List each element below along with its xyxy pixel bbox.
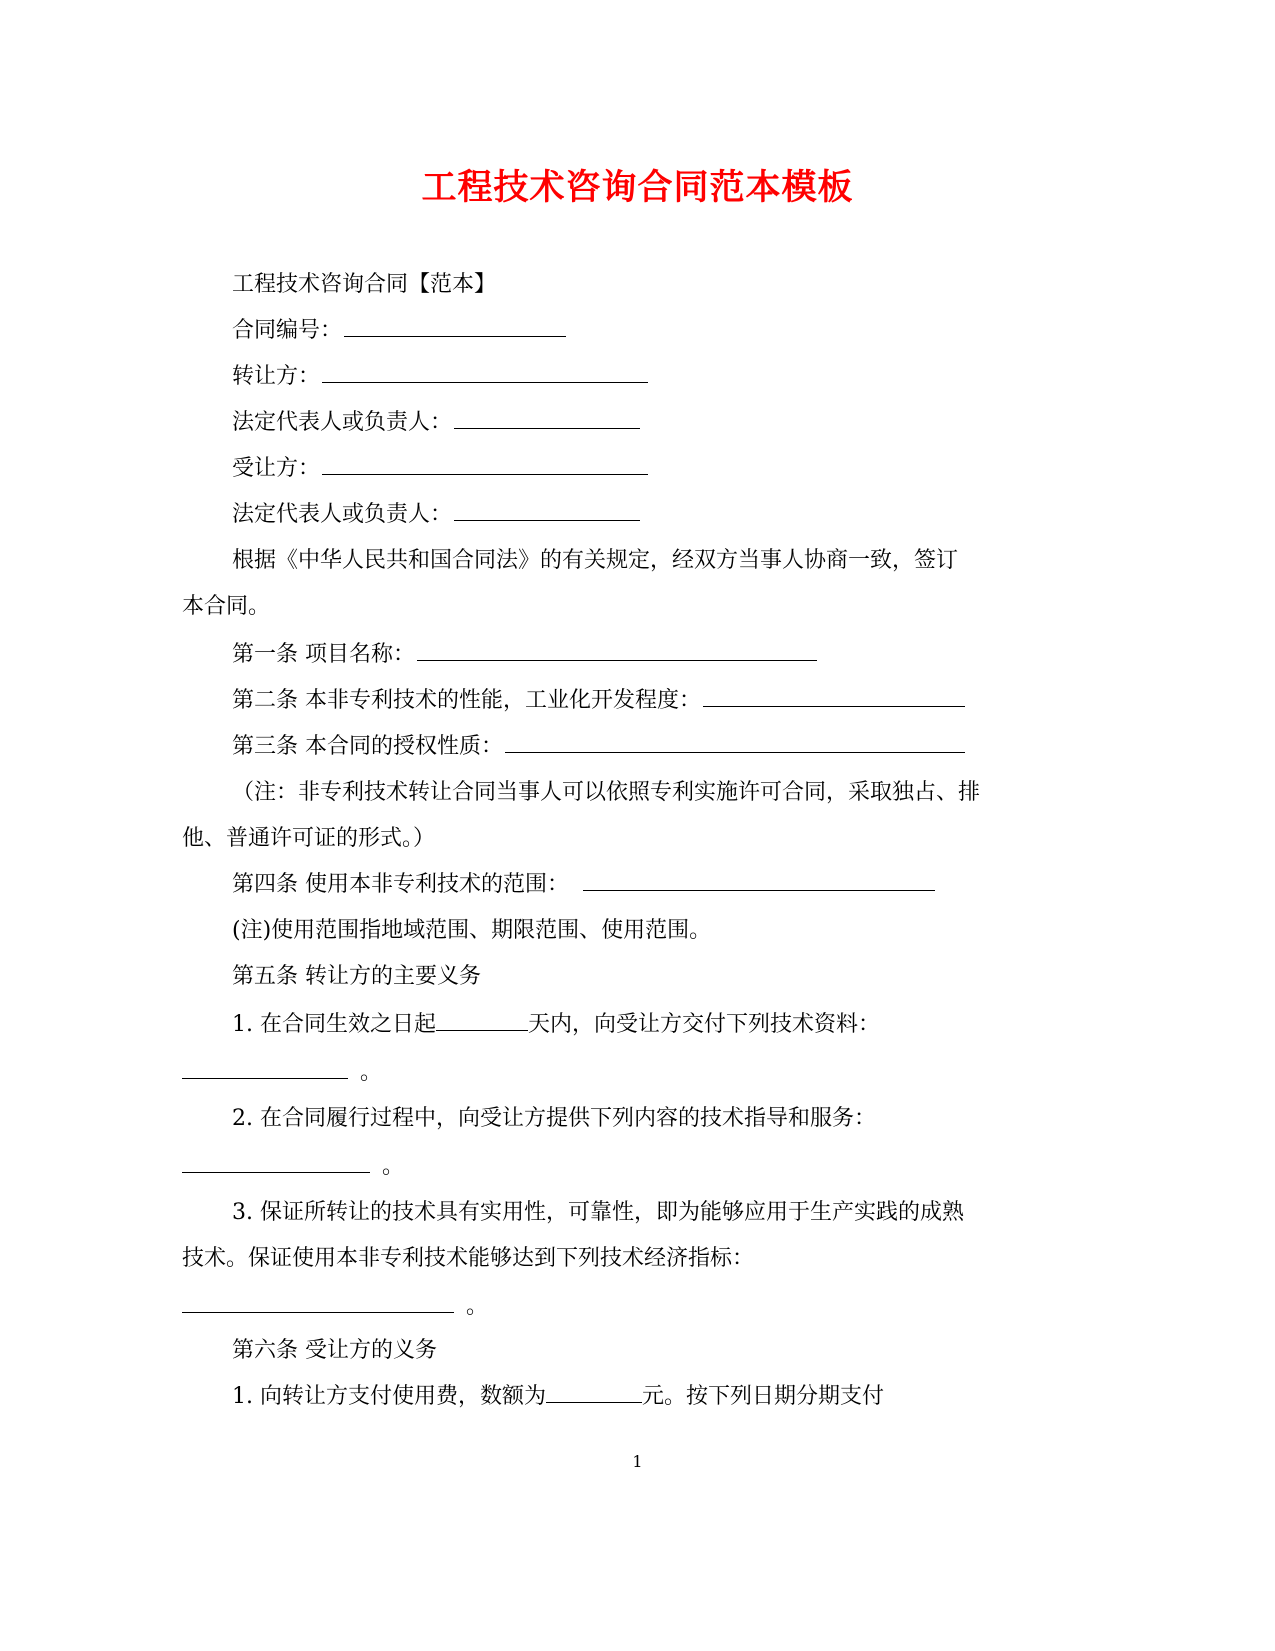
development-degree-blank[interactable]: [703, 686, 965, 707]
label: 元。按下列日期分期支付: [641, 1384, 884, 1409]
label: 。: [466, 1294, 489, 1319]
label: 1. 在合同生效之日起: [232, 1012, 436, 1037]
contract-number-blank[interactable]: [344, 316, 566, 337]
preamble-line-1: 根据《中华人民共和国合同法》的有关规定，经双方当事人协商一致，签订: [232, 548, 959, 573]
article-5-heading: 第五条 转让方的主要义务: [232, 964, 481, 989]
label: 1. 向转让方支付使用费，数额为: [232, 1384, 546, 1409]
label: 法定代表人或负责人：: [232, 502, 453, 527]
note-1-line-1: （注：非专利技术转让合同当事人可以依照专利实施许可合同，采取独占、排: [232, 780, 981, 805]
tech-services-blank[interactable]: [182, 1152, 370, 1173]
article-5-item-3-line-2: 技术。保证使用本非专利技术能够达到下列技术经济指标：: [182, 1246, 755, 1271]
article-5-item-3-cont: [182, 1292, 488, 1322]
label: 天内，向受让方交付下列技术资料：: [527, 1012, 880, 1037]
label: 第一条 项目名称：: [232, 642, 415, 667]
page-number: 1: [632, 1452, 643, 1471]
tech-materials-blank[interactable]: [182, 1058, 348, 1079]
article-6-heading: 第六条 受让方的义务: [232, 1338, 437, 1363]
usage-scope-blank[interactable]: [583, 870, 935, 891]
delivery-days-blank[interactable]: [436, 1010, 528, 1031]
label: 。: [382, 1154, 405, 1179]
article-5-item-1: [232, 1010, 880, 1040]
article-6-item-1: [232, 1382, 884, 1412]
contract-number-row: [232, 316, 568, 346]
label: 。: [360, 1060, 383, 1085]
article-4: [232, 870, 937, 900]
label: 第三条 本合同的授权性质：: [232, 734, 503, 759]
note-1-line-2: 他、普通许可证的形式。）: [182, 826, 436, 851]
transferor-blank[interactable]: [322, 362, 648, 383]
project-name-blank[interactable]: [417, 640, 817, 661]
transferee-rep-blank[interactable]: [454, 500, 640, 521]
note-2: (注)使用范围指地域范围、期限范围、使用范围。: [232, 918, 712, 943]
label: 第二条 本非专利技术的性能，工业化开发程度：: [232, 688, 701, 713]
transferee-blank[interactable]: [322, 454, 648, 475]
transferor-row: [232, 362, 650, 392]
document-title: 工程技术咨询合同范本模板: [421, 167, 854, 208]
transferor-rep-blank[interactable]: [454, 408, 640, 429]
fee-amount-blank[interactable]: [546, 1382, 642, 1403]
article-2: [232, 686, 967, 716]
article-5-item-2: 2. 在合同履行过程中，向受让方提供下列内容的技术指导和服务：: [232, 1106, 876, 1131]
label: 受让方：: [232, 456, 321, 481]
label: 转让方：: [232, 364, 321, 389]
label: 合同编号：: [232, 318, 343, 343]
article-1: [232, 640, 819, 670]
contract-heading: 工程技术咨询合同【范本】: [232, 272, 497, 297]
label: 第四条 使用本非专利技术的范围：: [232, 872, 569, 897]
license-nature-blank[interactable]: [505, 732, 965, 753]
label: 法定代表人或负责人：: [232, 410, 453, 435]
article-5-item-3-line-1: 3. 保证所转让的技术具有实用性，可靠性，即为能够应用于生产实践的成熟: [232, 1200, 964, 1225]
article-5-item-1-cont: [182, 1058, 382, 1088]
transferee-rep-row: [232, 500, 642, 530]
economic-indicators-blank[interactable]: [182, 1292, 454, 1313]
article-5-item-2-cont: [182, 1152, 404, 1182]
article-3: [232, 732, 967, 762]
preamble-line-2: 本合同。: [182, 594, 271, 619]
transferor-rep-row: [232, 408, 642, 438]
transferee-row: [232, 454, 650, 484]
